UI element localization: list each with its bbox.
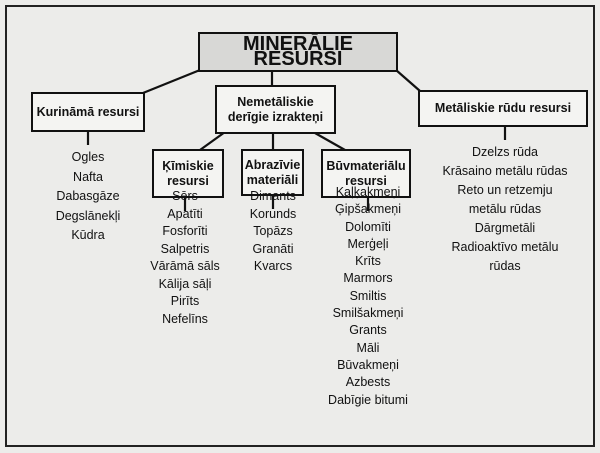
list-item: Kvarcs <box>253 259 293 273</box>
list-item: rūdas <box>489 259 521 273</box>
list-item: Sērs <box>172 189 198 203</box>
title-box: MINERĀLIE RESURSI <box>198 32 398 72</box>
box-abrasive: Abrazīvie materiāli <box>241 149 304 196</box>
box-nonmetallic: Nemetāliskie derīgie izrakteņi <box>215 85 336 134</box>
list-item: Smilšakmeņi <box>332 306 404 321</box>
list-item: Būvakmeņi <box>337 357 399 372</box>
box-fuel-resources: Kurināmā resursi <box>31 92 145 132</box>
list-item: Nefelīns <box>162 311 208 326</box>
list-item: Grants <box>349 323 387 338</box>
list-item: Topāzs <box>253 224 293 238</box>
list-item: Smiltis <box>349 288 387 303</box>
list-item: Radioaktīvo metālu <box>451 240 559 254</box>
list-item: Dabīgie bitumi <box>328 392 408 407</box>
fuel-list <box>56 148 121 246</box>
list-item: Pirīts <box>170 294 200 308</box>
list-item: Māli <box>356 340 380 355</box>
list-item: Dabasgāze <box>56 189 120 203</box>
list-item: Degslānekļi <box>55 208 121 223</box>
list-item: Nafta <box>73 169 103 184</box>
list-item: Azbests <box>345 375 391 390</box>
list-item: Kālija sāļi <box>158 276 212 291</box>
list-item: Merģeļi <box>347 236 389 251</box>
list-item: Ogles <box>71 150 105 164</box>
list-item: Korunds <box>249 206 297 221</box>
list-item: Reto un retzemju <box>457 183 553 197</box>
chemical-list <box>150 188 219 328</box>
list-item: Dzelzs rūda <box>471 145 538 159</box>
list-item: Kūdra <box>71 228 105 242</box>
list-item: Krāsaino metālu rūdas <box>442 164 568 178</box>
list-item: metālu rūdas <box>468 202 542 216</box>
list-item: Fosforīti <box>162 224 208 238</box>
abrasive-list <box>250 188 297 276</box>
list-item: Ģipšakmeņi <box>335 202 401 217</box>
list-item: Kaļķakmeņi <box>335 185 401 199</box>
list-item: Dolomīti <box>345 219 391 234</box>
box-construction: Būvmateriālu resursi <box>321 149 411 198</box>
list-item: Marmors <box>343 271 393 286</box>
box-metallic-ores: Metāliskie rūdu resursi <box>418 90 588 127</box>
list-item: Vārāmā sāls <box>150 259 220 273</box>
list-item: Krīts <box>355 254 381 269</box>
list-item: Salpetris <box>160 241 210 256</box>
list-item: Apatīti <box>167 206 203 221</box>
list-item: Dārgmetāli <box>474 221 536 235</box>
list-item: Granāti <box>252 241 294 256</box>
list-item: Dimants <box>250 189 296 203</box>
construction-list <box>328 184 408 409</box>
box-chemical: Ķīmiskie resursi <box>152 149 224 198</box>
metallic-list <box>442 143 567 276</box>
